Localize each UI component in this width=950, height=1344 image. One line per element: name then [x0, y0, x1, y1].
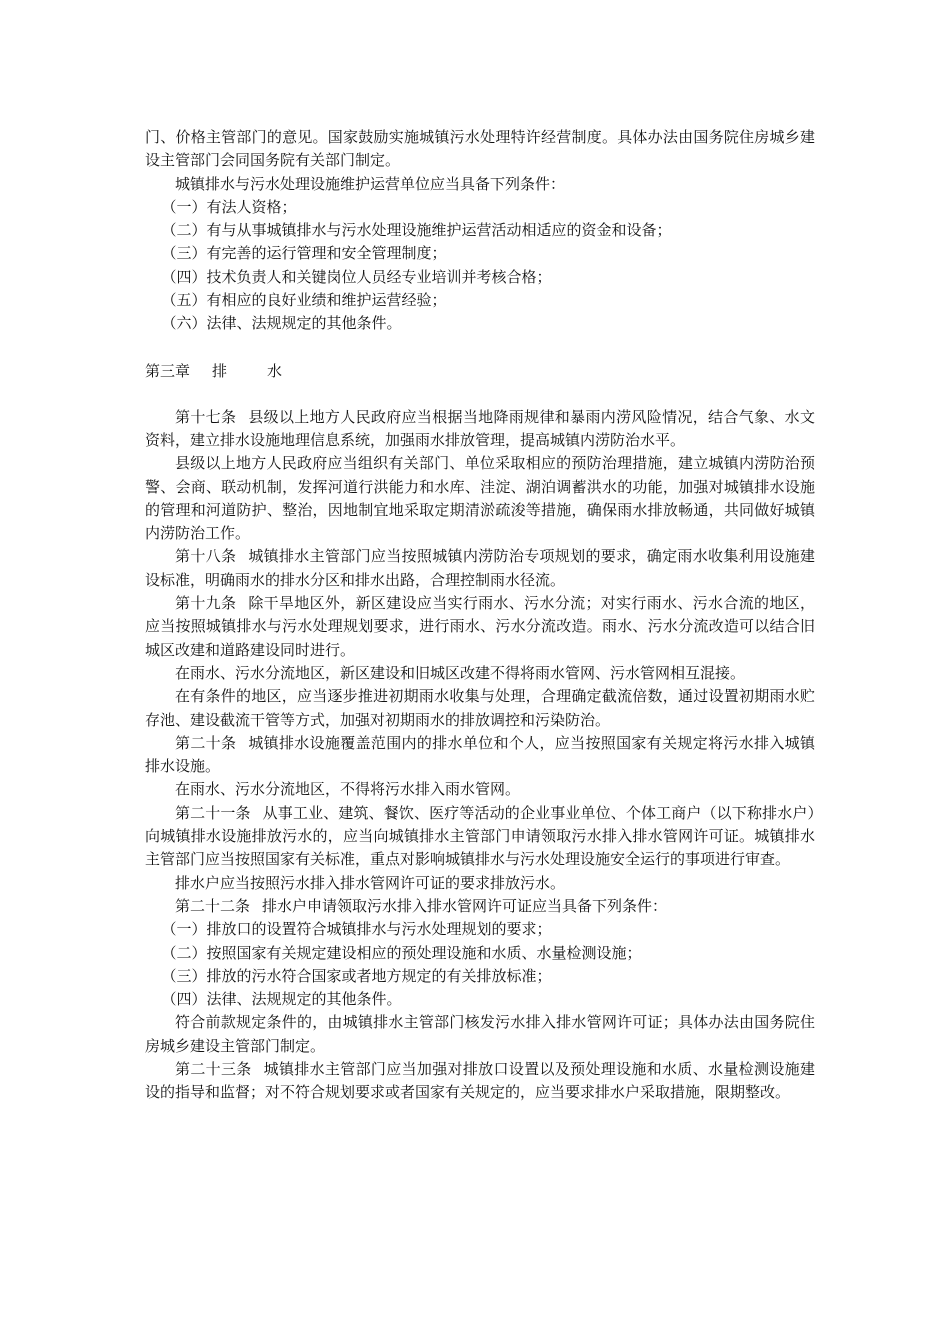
article-18-paragraph — [145, 545, 815, 592]
article-20-paragraph-2: 在雨水、污水分流地区，不得将污水排入雨水管网。 — [175, 780, 521, 799]
article-22-paragraph-2: 符合前款规定条件的，由城镇排水主管部门核发污水排入排水管网许可证；具体办法由国务院住房城乡建设主管部门制定。 — [145, 1013, 815, 1055]
article-19-paragraph-3: 在有条件的地区，应当逐步推进初期雨水收集与处理，合理确定截流倍数，通过设置初期雨水贮存池、建设截流干管等方式，加强对初期雨水的排放调控和污染防治。 — [145, 687, 815, 729]
article-text: 排水户申请领取污水排入排水管网许可证应当具备下列条件： — [262, 896, 668, 915]
article-text: 除干旱地区外，新区建设应当实行雨水、污水分流；对实行雨水、污水合流的地区，应当按照城镇排水与污水处理规划要求，进行雨水、污水分流改造。雨水、污水分流改造可以结合旧城区改建和道路建设同时进行。 — [145, 594, 815, 659]
chapter-title-part-2: 水 — [267, 361, 283, 380]
article-20-paragraph — [145, 732, 815, 779]
article-22-paragraph — [145, 895, 815, 918]
list-item: （一）排放口的设置符合城镇排水与污水处理规划的要求； — [161, 920, 552, 939]
list-item: （五）有相应的良好业绩和维护运营经验； — [161, 291, 447, 310]
list-item: （四）技术负责人和关键岗位人员经专业培训并考核合格； — [161, 267, 552, 286]
article-text: 城镇排水主管部门应当加强对排放口设置以及预处理设施和水质、水量检测设施建设的指导和监督；对不符合规划要求或者国家有关规定的，应当要求排水户采取措施，限期整改。 — [145, 1059, 815, 1102]
article-text: 从事工业、建筑、餐饮、医疗等活动的企业事业单位、个体工商户（以下称排水户）向城镇排水设施排放污水的，应当向城镇排水主管部门申请领取污水排入排水管网许可证。城镇排水主管部门应当按照国家有关标准，重点对影响城镇排水与污水处理设施安全运行的事项进行审查。 — [145, 803, 815, 869]
article-19-paragraph-2: 在雨水、污水分流地区，新区建设和旧城区改建不得将雨水管网、污水管网相互混接。 — [175, 663, 746, 682]
article-label: 第十九条 — [175, 594, 237, 613]
article-21-paragraph — [145, 802, 815, 872]
chapter-title-part-1: 排 — [212, 361, 228, 380]
article-label: 第十八条 — [175, 547, 237, 566]
article-21-paragraph-2: 排水户应当按照污水排入排水管网许可证的要求排放污水。 — [175, 873, 566, 892]
article-label: 第十七条 — [175, 407, 237, 426]
article-label: 第二十三条 — [175, 1059, 252, 1078]
list-item: （二）按照国家有关规定建设相应的预处理设施和水质、水量检测设施； — [161, 943, 642, 962]
intro-paragraph: 门、价格主管部门的意见。国家鼓励实施城镇污水处理特许经营制度。具体办法由国务院住房城乡建设主管部门会同国务院有关部门制定。 — [145, 128, 815, 170]
article-text: 城镇排水设施覆盖范围内的排水单位和个人，应当按照国家有关规定将污水排入城镇排水设施。 — [145, 733, 815, 776]
list-item: （二）有与从事城镇排水与污水处理设施维护运营活动相适应的资金和设备； — [161, 221, 672, 240]
article-17-paragraph-2: 县级以上地方人民政府应当组织有关部门、单位采取相应的预防治理措施，建立城镇内涝防治预警、会商、联动机制，发挥河道行洪能力和水库、洼淀、湖泊调蓄洪水的功能，加强对城镇排水设施的管理和河道防护、整治，因地制宜地采取定期清淤疏浚等措施，确保雨水排放畅通，共同做好城镇内涝防治工作。 — [145, 454, 815, 543]
list-item: （一）有法人资格； — [161, 197, 297, 216]
article-label: 第二十二条 — [175, 896, 251, 915]
intro-conditions-paragraph: 城镇排水与污水处理设施维护运营单位应当具备下列条件： — [175, 174, 566, 193]
article-17-paragraph — [145, 406, 815, 453]
list-item: （四）法律、法规规定的其他条件。 — [161, 990, 402, 1009]
document-body — [145, 126, 815, 1105]
article-19-paragraph — [145, 592, 815, 662]
chapter-heading — [145, 336, 815, 406]
article-23-paragraph — [145, 1058, 815, 1105]
article-label: 第二十条 — [175, 733, 237, 752]
article-text: 县级以上地方人民政府应当根据当地降雨规律和暴雨内涝风险情况，结合气象、水文资料，建立排水设施地理信息系统，加强雨水排放管理，提高城镇内涝防治水平。 — [145, 407, 815, 449]
list-item: （六）法律、法规规定的其他条件。 — [161, 314, 402, 333]
list-item: （三）排放的污水符合国家或者地方规定的有关排放标准； — [161, 966, 552, 985]
chapter-number: 第三章 — [145, 361, 191, 380]
article-text: 城镇排水主管部门应当按照城镇内涝防治专项规划的要求，确定雨水收集利用设施建设标准，明确雨水的排水分区和排水出路，合理控制雨水径流。 — [145, 547, 815, 589]
list-item: （三）有完善的运行管理和安全管理制度； — [161, 244, 447, 263]
article-label: 第二十一条 — [175, 803, 251, 822]
